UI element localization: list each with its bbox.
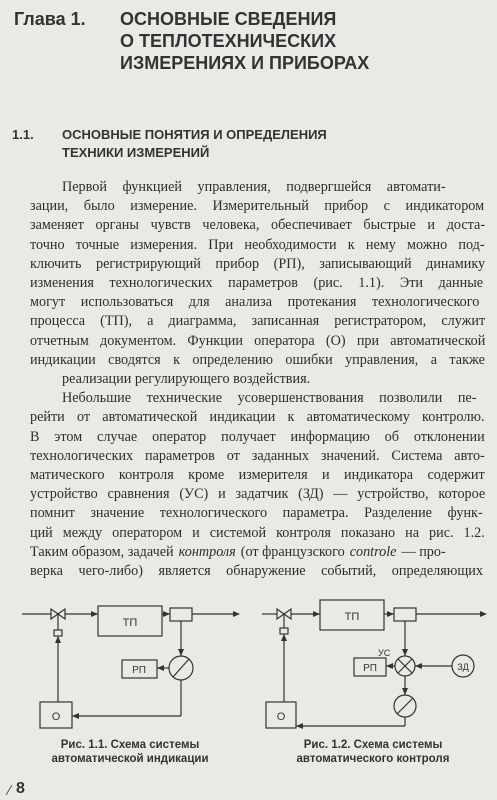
chapter-title-line: ОСНОВНЫЕ СВЕДЕНИЯ [120, 9, 337, 29]
text-line: реализации регулирующего воздействия. [62, 371, 311, 388]
sensor-block [170, 608, 192, 621]
tp-label: ТП [344, 611, 360, 623]
section-title-line: ОСНОВНЫЕ ПОНЯТИЯ И ОПРЕДЕЛЕНИЯ [62, 127, 327, 142]
us-label: УС [378, 648, 391, 658]
text-line: процесса (ТП), а диаграмма, записанная регистратором, служит [30, 313, 486, 330]
text-line: заменяет органы чувств человека, обеспечивает быстрые и доста- [30, 217, 486, 234]
tp-label: ТП [122, 617, 138, 629]
rp-label: РП [132, 665, 146, 676]
valve-icon [51, 609, 58, 619]
italic-term: controle [349, 543, 397, 560]
text-line: помнит значение технологического параметра. Разделение функ- [30, 505, 483, 522]
figure-1-1-caption: Рис. 1.1. Схема системы автоматической индикации [51, 739, 209, 765]
chapter-heading [14, 8, 484, 74]
chapter-title-line: О ТЕПЛОТЕХНИЧЕСКИХ [120, 31, 337, 51]
text-line: устройство сравнения (УС) и задатчик (ЗД) — устройство, которое [30, 486, 486, 503]
chapter-label: Глава 1. [14, 9, 86, 29]
text-line: матического контроля кроме измерителя и индикатора содержит [30, 467, 485, 484]
text-line: технологических параметров от заданных значений. Система авто- [30, 447, 485, 464]
italic-term: контроля [178, 543, 236, 560]
chapter-title-line: ИЗМЕРЕНИЯХ И ПРИБОРАХ [120, 53, 370, 73]
figure-1-1-diagram [18, 604, 243, 734]
text-line: изменения технологических параметров (рис. 1.1). Эти данные [30, 275, 484, 292]
section-number: 1.1. [12, 127, 34, 142]
operator-label: О [51, 711, 61, 723]
page-number: 8 [16, 780, 25, 797]
text-line: отчетным документом. Функции оператора (О) при автоматической [30, 332, 486, 349]
sensor-block [394, 608, 416, 621]
text-line: ключить регистрирующий прибор (РП), записывающий динамику [30, 255, 486, 272]
text-line: точно точные измерения. При необходимости к нему можно под- [30, 236, 485, 253]
figure-1-2-caption: Рис. 1.2. Схема системы автоматического контроля [296, 739, 450, 765]
rp-label: РП [363, 663, 377, 674]
text-line: Таким образом, задачей контроля (от французского controle — про- [30, 543, 485, 562]
text-line: ций между оператором и системой контроля показано на рис. 1.2. [30, 524, 485, 541]
section-heading [12, 126, 482, 162]
text-line: Небольшие технические усовершенствования позволили пе- [62, 390, 477, 407]
page-corner-mark-icon [4, 784, 14, 796]
text-line: зации, было измерение. Измерительный прибор с индикатором [30, 198, 485, 215]
figure-1-2-diagram [258, 598, 488, 738]
section-title [62, 126, 327, 162]
text-line: могут использоваться для анализа протекания технологического [30, 294, 480, 311]
zd-label: ЗД [457, 662, 469, 672]
text-line: Первой функцией управления, подвергшейся автомати- [62, 179, 446, 195]
text-line: В этом случае оператор получает информацию об отклонении [30, 428, 485, 445]
body-text [30, 178, 485, 581]
text-line: индикации сводятся к определению ошибки управления, а также [30, 351, 485, 368]
section-title-line: ТЕХНИКИ ИЗМЕРЕНИЙ [62, 145, 210, 160]
text-line: рейти от автоматической индикации к автоматическому контролю. [30, 409, 485, 426]
chapter-title [120, 8, 369, 74]
operator-label: О [276, 711, 286, 723]
text-line: верка чего-либо) является обнаружение событий, определяющих [30, 563, 483, 580]
valve-icon [277, 609, 284, 619]
